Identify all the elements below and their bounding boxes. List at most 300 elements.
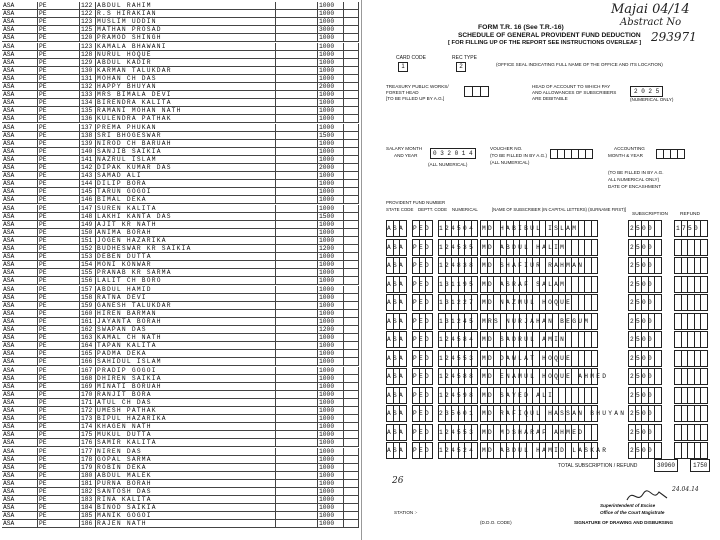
all-numerical-label: (ALL NUMERICAL)	[428, 162, 468, 167]
dept-code: PED	[413, 373, 432, 380]
dept-code: PED	[413, 317, 432, 325]
subscriber-name-cell: KARMAN TALUKDAR	[96, 67, 276, 74]
refund-boxes	[674, 257, 707, 274]
subscriber-name-cell: SWAPAN DAS	[96, 326, 276, 333]
subscription-cell: 1000	[318, 358, 344, 365]
table-row	[2, 358, 359, 366]
subscription-amount: 2500	[630, 225, 655, 232]
table-row	[2, 464, 359, 472]
dept-code: PED	[413, 410, 432, 417]
blank-cell	[276, 245, 318, 252]
state-code: ASA	[387, 280, 406, 288]
pf-number-cell: 169	[80, 383, 96, 390]
table-row	[2, 253, 359, 261]
refund-boxes	[674, 405, 707, 422]
table-row	[2, 237, 359, 245]
state-code-cell: ASA	[2, 18, 38, 25]
table-row	[2, 180, 359, 188]
state-code-cell: ASA	[2, 391, 38, 398]
refund-cell	[344, 294, 359, 301]
subscription-cell: 1000	[318, 196, 344, 203]
table-row	[2, 277, 359, 285]
table-row	[2, 115, 359, 123]
voucher-boxes	[550, 149, 592, 159]
state-code-cell: ASA	[2, 269, 38, 276]
pf-number-cell: 140	[80, 148, 96, 155]
table-row	[386, 257, 718, 274]
blank-cell	[276, 269, 318, 276]
blank-cell	[276, 140, 318, 147]
state-code-cell: ASA	[2, 326, 38, 333]
table-row	[2, 26, 359, 34]
dept-code: PED	[413, 336, 432, 343]
subscriber-name-cell: NIREN DAS	[96, 448, 276, 455]
dept-code-cell: PE	[38, 115, 80, 122]
dept-code-cell: PE	[38, 140, 80, 147]
state-code: ASA	[387, 354, 406, 362]
subscription-cell: 1000	[318, 407, 344, 414]
subscription-cell: 1000	[318, 67, 344, 74]
subscriber-name-cell: PADMA DEKA	[96, 350, 276, 357]
dept-code-cell: PE	[38, 26, 80, 33]
refund-boxes	[674, 294, 707, 311]
dept-code: PED	[413, 262, 432, 269]
station-label: STATION :-	[394, 510, 418, 515]
refund-cell	[344, 180, 359, 187]
state-code-cell: ASA	[2, 34, 38, 41]
pf-number: 124838	[439, 262, 476, 269]
blank-cell	[276, 2, 318, 9]
refund-cell	[344, 245, 359, 252]
subscription-cell: 1000	[318, 512, 344, 519]
refund-cell	[344, 148, 359, 155]
blank-cell	[276, 431, 318, 438]
subscriber-name-cell: SAMIR KALITA	[96, 439, 276, 446]
table-row	[2, 512, 359, 520]
pf-number: 124524	[439, 447, 476, 454]
subscriber-name-cell: NIROD CH BARUAH	[96, 140, 276, 147]
pf-number-cell: 134	[80, 99, 96, 106]
pf-number-cell: 183	[80, 496, 96, 503]
table-row	[2, 245, 359, 253]
refund-cell	[344, 439, 359, 446]
table-row	[2, 399, 359, 407]
subscriber-name: MD HABIBUL ISLAM	[482, 225, 579, 232]
subscription-cell: 1000	[318, 310, 344, 317]
subscription-cell: 1000	[318, 488, 344, 495]
state-code-cell: ASA	[2, 504, 38, 511]
refund-cell	[344, 229, 359, 236]
subscriber-name-cell: PREMA PHUKAN	[96, 124, 276, 131]
subscription-cell: 1200	[318, 245, 344, 252]
pf-number-cell: 151	[80, 237, 96, 244]
dept-code-cell: PE	[38, 334, 80, 341]
subscription-cell: 1000	[318, 448, 344, 455]
blank-cell	[276, 407, 318, 414]
subscription-cell: 1000	[318, 383, 344, 390]
subscriber-name-cell: TAPAN KALITA	[96, 342, 276, 349]
subscription-cell: 1000	[318, 269, 344, 276]
subscription-cell: 1000	[318, 261, 344, 268]
blank-cell	[276, 399, 318, 406]
col-name-label: [NAME OF SUBSCRIBER (IN CAPITAL LETTERS) (SURNAME FIRST)]	[492, 207, 627, 212]
card-code-box: 1	[398, 62, 408, 72]
table-row	[2, 107, 359, 115]
refund-cell	[344, 415, 359, 422]
blank-cell	[276, 213, 318, 220]
state-code-cell: ASA	[2, 221, 38, 228]
subscription-cell: 1000	[318, 237, 344, 244]
office-seal-label: (OFFICE SEAL INDICATING FULL NAME OF THE OFFICE AND ITS LOCATION)	[496, 62, 663, 67]
pf-number-cell: 158	[80, 294, 96, 301]
dept-code-cell: PE	[38, 205, 80, 212]
state-code-cell: ASA	[2, 261, 38, 268]
refund-cell	[344, 318, 359, 325]
subscription-cell: 1000	[318, 277, 344, 284]
subscription-cell: 1000	[318, 124, 344, 131]
subscription-cell: 1000	[318, 367, 344, 374]
subscription-amount: 2500	[630, 447, 655, 454]
state-code: ASA	[387, 317, 406, 325]
pf-number-cell: 160	[80, 310, 96, 317]
pf-number-cell: 164	[80, 342, 96, 349]
dept-code-cell: PE	[38, 448, 80, 455]
dept-code: PED	[413, 428, 432, 436]
refund-cell	[344, 156, 359, 163]
dept-code-cell: PE	[38, 132, 80, 139]
subscriber-name-cell: SAHIDUL ISLAM	[96, 358, 276, 365]
subscriber-name-cell: MINATI BORUAH	[96, 383, 276, 390]
refund-cell	[344, 334, 359, 341]
subscriber-name: MD ENAMUL HOQUE AHMED	[482, 373, 609, 380]
state-code-cell: ASA	[2, 107, 38, 114]
blank-cell	[276, 51, 318, 58]
dept-code-cell: PE	[38, 496, 80, 503]
table-row	[2, 383, 359, 391]
state-code-cell: ASA	[2, 512, 38, 519]
table-row	[2, 294, 359, 302]
blank-cell	[276, 107, 318, 114]
pf-number-cell: 138	[80, 132, 96, 139]
subscriber-name-cell: PRADIP GOGOI	[96, 367, 276, 374]
refund-boxes	[674, 368, 707, 385]
table-row	[2, 83, 359, 91]
pf-number-cell: 181	[80, 480, 96, 487]
refund-boxes	[674, 387, 707, 404]
treasury-label-3: [TO BE FILLED UP BY A.G.]	[386, 96, 445, 101]
state-code-cell: ASA	[2, 423, 38, 430]
table-row	[2, 156, 359, 164]
subscriber-name-cell: MOHAN CH DAS	[96, 75, 276, 82]
state-code-cell: ASA	[2, 148, 38, 155]
pf-number-cell: 177	[80, 448, 96, 455]
subscriber-name-cell: ABDUL HAMID	[96, 286, 276, 293]
subscription-amount: 2500	[630, 262, 655, 269]
subscription-cell: 1000	[318, 504, 344, 511]
table-row	[2, 132, 359, 140]
table-row	[2, 34, 359, 42]
subscription-cell: 1000	[318, 253, 344, 260]
subscription-cell: 1000	[318, 318, 344, 325]
blank-cell	[276, 253, 318, 260]
dept-code: PED	[413, 354, 432, 362]
ddo-code-label: (D.D.O. CODE)	[480, 520, 512, 525]
state-code-cell: ASA	[2, 439, 38, 446]
state-code-cell: ASA	[2, 91, 38, 98]
subscriber-name-cell: BIPUL HAZARIKA	[96, 415, 276, 422]
subscriber-name-cell: RINA KALITA	[96, 496, 276, 503]
state-code: ASA	[387, 373, 406, 380]
state-code-cell: ASA	[2, 431, 38, 438]
state-code-cell: ASA	[2, 132, 38, 139]
subscriber-name-cell: RAMANI MOHAN NATH	[96, 107, 276, 114]
pf-number-cell: 175	[80, 431, 96, 438]
blank-cell	[276, 164, 318, 171]
state-code-cell: ASA	[2, 115, 38, 122]
subscriber-name-cell: SANTOSH DAS	[96, 488, 276, 495]
subscription-amount: 2500	[630, 373, 655, 380]
table-row	[2, 188, 359, 196]
dept-code-cell: PE	[38, 59, 80, 66]
subscriber-name-cell: DHIREN SAIKIA	[96, 375, 276, 382]
ag-label-2: ALL NUMERICAL ONLY)	[608, 177, 660, 182]
numerical-only-label: (NUMERICAL ONLY)	[630, 97, 674, 102]
refund-cell	[344, 43, 359, 50]
treasury-code-boxes	[464, 86, 488, 97]
head-label-1: HEAD OF ACCOUNT TO WHICH PAY	[532, 84, 611, 89]
subscriber-name-cell: HAPPY BHUYAN	[96, 83, 276, 90]
head-label-3: ARE DEBITABLE	[532, 96, 568, 101]
dept-code-cell: PE	[38, 75, 80, 82]
subscription-cell: 1000	[318, 205, 344, 212]
table-row	[2, 439, 359, 447]
blank-cell	[276, 156, 318, 163]
subscription-cell: 1000	[318, 302, 344, 309]
refund-cell	[344, 253, 359, 260]
subscription-cell: 1000	[318, 188, 344, 195]
blank-cell	[276, 464, 318, 471]
pf-number-cell: 128	[80, 51, 96, 58]
refund-cell	[344, 512, 359, 519]
refund-cell	[344, 59, 359, 66]
col-deptt-label: DEPTT. CODE	[418, 207, 448, 212]
subscriber-name-cell: LALIT CH BORO	[96, 277, 276, 284]
pf-number-cell: 123	[80, 18, 96, 25]
pf-number-cell: 186	[80, 520, 96, 527]
subscriber-name: MD DAWLAT HOQUE	[482, 354, 573, 362]
blank-cell	[276, 504, 318, 511]
table-row	[2, 10, 359, 18]
table-row	[2, 496, 359, 504]
pf-number-cell: 149	[80, 221, 96, 228]
col-refund-label: REFUND	[680, 212, 700, 217]
col-provident-label: PROVIDENT FUND NUMBER	[386, 200, 446, 205]
subscription-cell: 1200	[318, 326, 344, 333]
refund-cell	[344, 472, 359, 479]
pf-number-cell: 148	[80, 213, 96, 220]
refund-boxes	[674, 424, 707, 441]
refund-cell	[344, 448, 359, 455]
pf-number-cell: 136	[80, 115, 96, 122]
table-row	[2, 375, 359, 383]
dept-code-cell: PE	[38, 91, 80, 98]
subscriber-name-cell: TARUN GOGOI	[96, 188, 276, 195]
dept-code: PED	[413, 299, 432, 306]
pf-number-cell: 168	[80, 375, 96, 382]
pf-number-cell: 172	[80, 407, 96, 414]
subscription-cell: 1000	[318, 2, 344, 9]
blank-cell	[276, 91, 318, 98]
pf-number: 124535	[439, 243, 476, 251]
table-row	[2, 148, 359, 156]
state-code-cell: ASA	[2, 358, 38, 365]
state-code-cell: ASA	[2, 277, 38, 284]
pf-number-cell: 179	[80, 464, 96, 471]
handwritten-page-number: 26	[392, 476, 404, 486]
refund-cell	[344, 504, 359, 511]
blank-cell	[276, 132, 318, 139]
table-row	[2, 480, 359, 488]
state-code-cell: ASA	[2, 245, 38, 252]
subscription-cell: 1000	[318, 10, 344, 17]
subscriber-name-cell: PRAMOD SHINGH	[96, 34, 276, 41]
refund-cell	[344, 188, 359, 195]
subscriber-name-cell: BIMAL DEKA	[96, 196, 276, 203]
dept-code-cell: PE	[38, 2, 80, 9]
pf-number-cell: 184	[80, 504, 96, 511]
subscription-amount: 2500	[630, 317, 655, 325]
state-code-cell: ASA	[2, 480, 38, 487]
blank-cell	[276, 18, 318, 25]
table-row	[2, 448, 359, 456]
refund-cell	[344, 480, 359, 487]
table-row	[2, 472, 359, 480]
subscription-cell: 1000	[318, 140, 344, 147]
subscriber-name-cell: R.S HIRAKIAN	[96, 10, 276, 17]
pf-number-cell: 170	[80, 391, 96, 398]
state-code-cell: ASA	[2, 229, 38, 236]
blank-cell	[276, 383, 318, 390]
refund-amount: 1750	[676, 225, 701, 232]
dept-code-cell: PE	[38, 472, 80, 479]
dept-code-cell: PE	[38, 237, 80, 244]
subscriber-name-cell: BIRENDRA KALITA	[96, 99, 276, 106]
subscription-amount: 2500	[630, 243, 655, 251]
pf-number: 235601	[439, 410, 476, 417]
subscriber-name-cell: ABDUL MALEK	[96, 472, 276, 479]
pf-number-cell: 167	[80, 367, 96, 374]
refund-cell	[344, 67, 359, 74]
refund-cell	[344, 10, 359, 17]
table-row	[2, 423, 359, 431]
salary-label-1: SALARY MONTH	[386, 146, 423, 151]
subscriber-name-cell: HIREN BARMAN	[96, 310, 276, 317]
refund-cell	[344, 350, 359, 357]
dept-code-cell: PE	[38, 480, 80, 487]
dept-code-cell: PE	[38, 504, 80, 511]
subscriber-name-cell: ABDUL RAHIM	[96, 2, 276, 9]
subscription-cell: 1000	[318, 520, 344, 527]
subscription-cell: 1000	[318, 399, 344, 406]
state-code-cell: ASA	[2, 2, 38, 9]
pf-number-cell: 159	[80, 302, 96, 309]
subscriber-name-cell: ANIMA BORAH	[96, 229, 276, 236]
subscriber-name-cell: MATHAN PROSAD	[96, 26, 276, 33]
subscriber-name-cell: SUREN KALITA	[96, 205, 276, 212]
subscriber-name-cell: RATNA DEVI	[96, 294, 276, 301]
refund-cell	[344, 172, 359, 179]
subscriber-name-cell: MUSLIM UDDIN	[96, 18, 276, 25]
subscriber-name-cell: JOGEN HAZARIKA	[96, 237, 276, 244]
table-row	[386, 294, 718, 311]
dept-code-cell: PE	[38, 164, 80, 171]
subscriber-name-cell: MANIK GOGOI	[96, 512, 276, 519]
total-subscription-value: 30960	[654, 459, 678, 472]
state-code-cell: ASA	[2, 253, 38, 260]
subscription-cell: 1000	[318, 391, 344, 398]
subscription-cell: 1000	[318, 472, 344, 479]
refund-cell	[344, 91, 359, 98]
refund-cell	[344, 423, 359, 430]
dept-code-cell: PE	[38, 488, 80, 495]
pf-number-cell: 122	[80, 10, 96, 17]
subscription-cell: 1000	[318, 342, 344, 349]
state-code-cell: ASA	[2, 334, 38, 341]
blank-cell	[276, 448, 318, 455]
pf-number-cell: 123	[80, 43, 96, 50]
state-code-cell: ASA	[2, 415, 38, 422]
total-refund-value: 1750	[690, 459, 710, 472]
refund-cell	[344, 83, 359, 90]
table-row	[2, 18, 359, 26]
subscriber-name-cell: PURNA BORAH	[96, 480, 276, 487]
table-row	[2, 221, 359, 229]
pf-number-cell: 154	[80, 261, 96, 268]
subscriber-name-cell: AJIT KR NATH	[96, 221, 276, 228]
state-code-cell: ASA	[2, 237, 38, 244]
subscriber-name-cell: ATUL CH DAS	[96, 399, 276, 406]
pf-number-cell: 150	[80, 229, 96, 236]
blank-cell	[276, 342, 318, 349]
state-code-cell: ASA	[2, 448, 38, 455]
dept-code-cell: PE	[38, 156, 80, 163]
subscriber-name: MRS NURJAHAN BEGUM	[482, 317, 591, 325]
table-row	[2, 51, 359, 59]
dept-code-cell: PE	[38, 383, 80, 390]
gpf-form-sheet	[368, 0, 720, 540]
voucher-label-2: (TO BE FILLED IN BY A.G.)	[490, 153, 548, 158]
dept-code-cell: PE	[38, 456, 80, 463]
state-code-cell: ASA	[2, 156, 38, 163]
dept-code: PED	[413, 447, 432, 454]
refund-cell	[344, 496, 359, 503]
table-row	[2, 99, 359, 107]
blank-cell	[276, 456, 318, 463]
table-row	[2, 488, 359, 496]
dept-code-cell: PE	[38, 51, 80, 58]
subscriber-name-cell: SANJIB SAIKIA	[96, 148, 276, 155]
state-code-cell: ASA	[2, 294, 38, 301]
handwritten-number: 293971	[651, 30, 697, 44]
state-code-cell: ASA	[2, 399, 38, 406]
subscriber-name: MD SADRUL AMIN	[482, 336, 567, 343]
dept-code-cell: PE	[38, 318, 80, 325]
subscription-cell: 1000	[318, 229, 344, 236]
state-code-cell: ASA	[2, 520, 38, 527]
dept-code-cell: PE	[38, 375, 80, 382]
subscription-cell: 1500	[318, 132, 344, 139]
treasury-label-2: FOREST HEAD	[386, 90, 419, 95]
